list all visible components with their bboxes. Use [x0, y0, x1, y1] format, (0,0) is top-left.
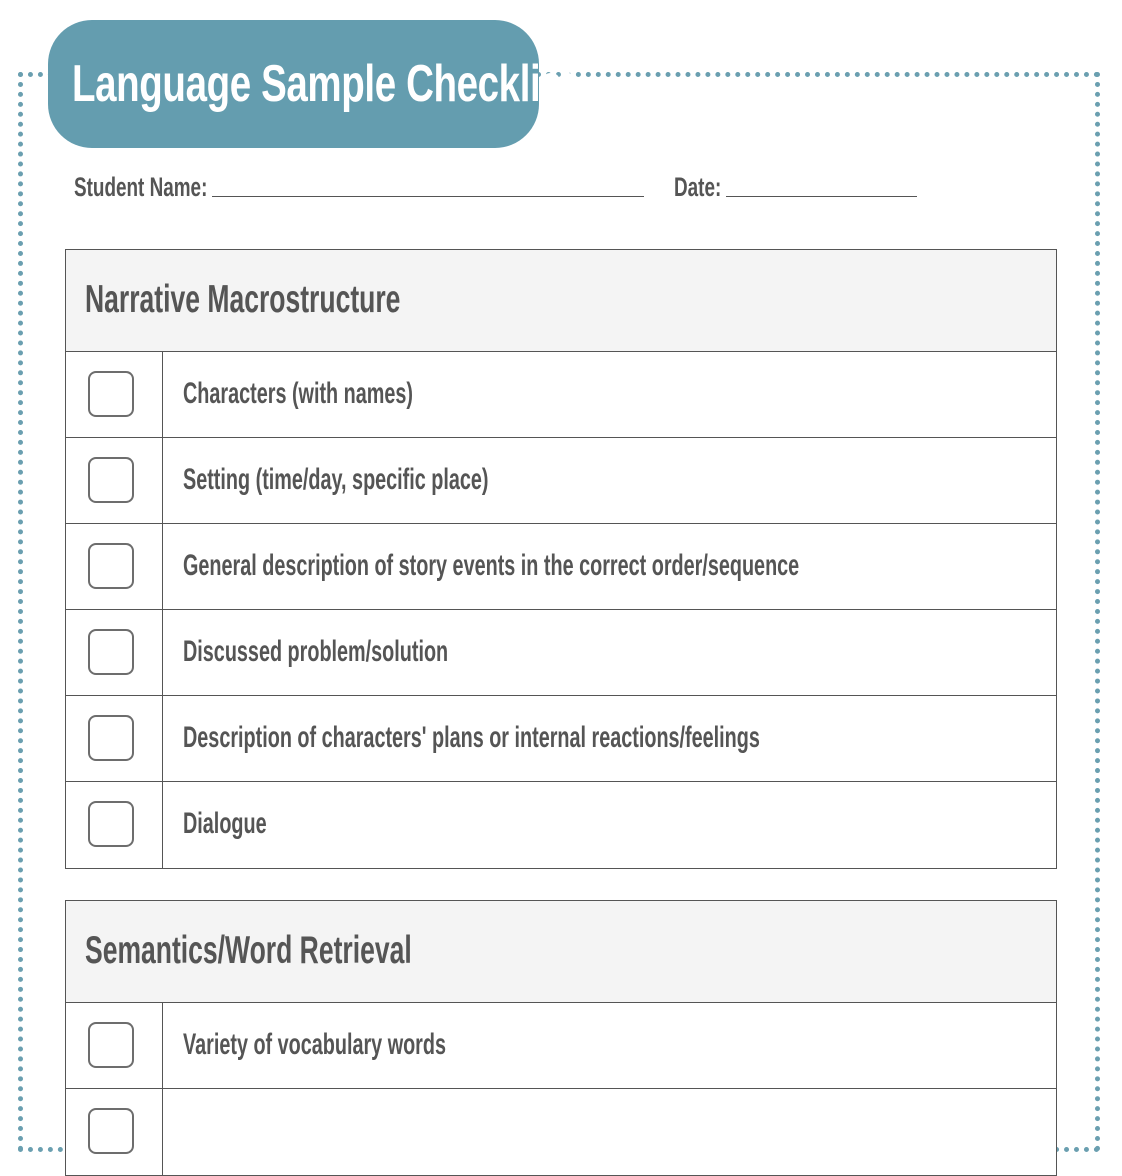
section-header [66, 250, 1056, 352]
checkbox[interactable] [88, 801, 134, 847]
label-cell [163, 696, 1056, 781]
checkbox-cell [66, 524, 163, 609]
checkbox-cell [66, 782, 163, 868]
checkbox-cell [66, 696, 163, 781]
checkbox-cell [66, 438, 163, 523]
checkbox[interactable] [88, 629, 134, 675]
checklist-row [66, 782, 1056, 868]
section-semantics-word-retrieval [65, 900, 1057, 1176]
checkbox[interactable] [88, 1022, 134, 1068]
label-cell [163, 1003, 1056, 1088]
checkbox-cell [66, 352, 163, 437]
title-banner [48, 20, 574, 148]
checklist-row [66, 352, 1056, 438]
checklist-item-label: Discussed problem/solution [183, 635, 449, 668]
checklist-row [66, 524, 1056, 610]
page-title: Language Sample Checklist [72, 55, 574, 113]
checkbox-cell [66, 610, 163, 695]
checklist-row [66, 438, 1056, 524]
checklist-item-label: Characters (with names) [183, 377, 413, 410]
checklist-row [66, 610, 1056, 696]
label-cell [163, 352, 1056, 437]
label-cell [163, 610, 1056, 695]
checkbox-cell [66, 1003, 163, 1088]
checklist-row [66, 696, 1056, 782]
checkbox[interactable] [88, 371, 134, 417]
checklist-item-label: Setting (time/day, specific place) [183, 463, 489, 496]
label-cell [163, 782, 1056, 868]
student-name-label: Student Name: [74, 172, 208, 202]
section-header [66, 901, 1056, 1003]
student-info-row [74, 172, 974, 206]
checkbox[interactable] [88, 543, 134, 589]
checklist-item-label: General description of story events in the correct order/sequence [183, 549, 800, 582]
checklist-row [66, 1003, 1056, 1089]
section-narrative-macrostructure [65, 249, 1057, 869]
section-title: Narrative Macrostructure [85, 278, 401, 321]
checklist-item-label: Variety of vocabulary words [183, 1028, 446, 1061]
checkbox[interactable] [88, 715, 134, 761]
date-field[interactable] [726, 196, 917, 197]
checkbox[interactable] [88, 457, 134, 503]
label-cell [163, 524, 1056, 609]
date-label: Date: [674, 172, 722, 202]
checklist-item-label: Description of characters' plans or internal reactions/feelings [183, 721, 760, 754]
checkbox[interactable] [88, 1108, 134, 1154]
section-title: Semantics/Word Retrieval [85, 929, 412, 972]
label-cell [163, 438, 1056, 523]
checklist-item-label: Dialogue [183, 807, 267, 840]
student-name-field[interactable] [212, 196, 644, 197]
